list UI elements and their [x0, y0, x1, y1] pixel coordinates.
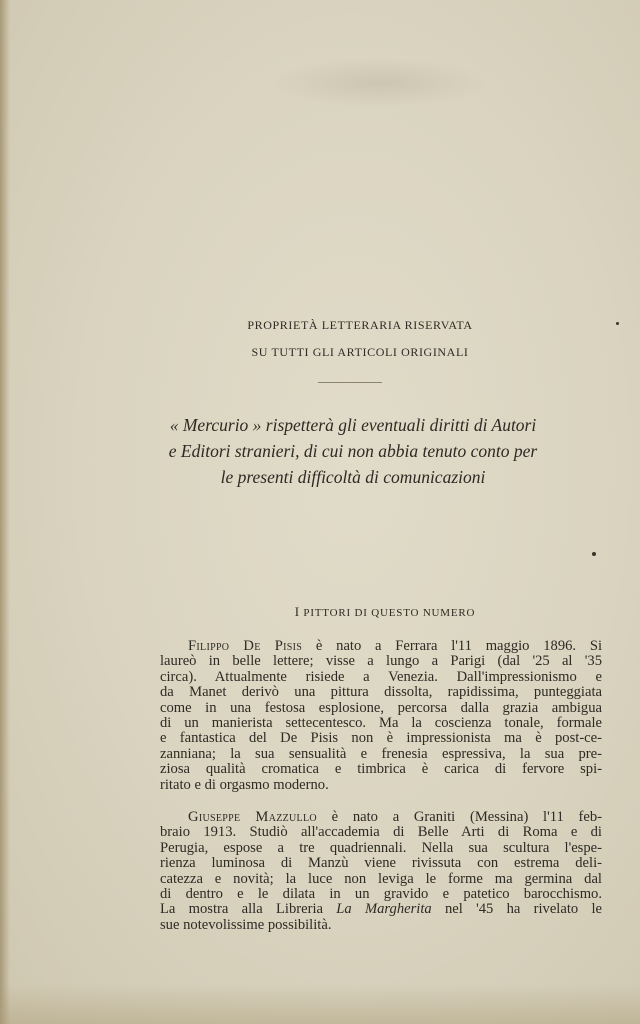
bio-line: zanniana; la sua sensualità e frenesia espressiva, la sua pre- [160, 745, 602, 762]
bio-line: rienza luminosa di Manzù viene rivissuta con estrema deli- [160, 855, 602, 872]
biography-mazzullo [160, 810, 602, 933]
notice-line-2: e Editori stranieri, di cui non abbia tenuto conto per [168, 441, 538, 461]
page-bottom-shadow [0, 984, 640, 1024]
artist-name: Filippo De Pisis [188, 638, 303, 654]
ink-speck [616, 322, 619, 325]
artist-name: Giuseppe Mazzullo [188, 809, 317, 825]
foreign-rights-notice [128, 412, 578, 490]
bio-line: e fantastica del De Pisis non è impressionista ma è post-ce- [160, 730, 602, 747]
bio-line: da Manet derivò una pittura dissolta, rapidissima, punteggiata [160, 684, 602, 701]
bio-line: braio 1913. Studiò all'accademia di Belle Arti di Roma e di [160, 824, 602, 841]
bio-line: La mostra alla Libreria La Margherita nel '45 ha rivelato le [160, 901, 602, 918]
bio-line: Filippo De Pisis è nato a Ferrara l'11 maggio 1896. Si [188, 638, 603, 654]
page-edge-shadow [0, 0, 10, 1024]
divider-rule [318, 382, 382, 383]
bio-line: Perugia, espose a tre quadriennali. Nella sua scultura l'espe- [160, 839, 602, 856]
rights-line-2: SU TUTTI GLI ARTICOLI ORIGINALI [251, 345, 469, 359]
biography-de-pisis [160, 639, 602, 793]
bio-line: Giuseppe Mazzullo è nato a Graniti (Messina) l'11 feb- [188, 809, 602, 825]
bio-line: di un manierista settecentesco. Ma la coscienza tonale, formale [160, 715, 602, 732]
bio-line: sue notevolissime possibilità. [160, 916, 332, 933]
bio-line: laureò in belle lettere; visse a lungo a Parigi (dal '25 al '35 [160, 653, 602, 670]
bio-line: circa). Attualmente risiede a Venezia. Dall'impressionismo e [160, 668, 602, 685]
ink-bleed-through [270, 58, 490, 108]
section-title-text: PITTORI DI QUESTO NUMERO [303, 607, 476, 619]
bio-line: catezza e novità; la luce non leviga le forme ma germina dal [160, 870, 602, 887]
bio-line: di dentro e le dilata in un gravido e patetico barocchismo. [160, 886, 602, 903]
ink-speck [592, 552, 596, 556]
notice-line-1: « Mercurio » rispetterà gli eventuali diritti di Autori [169, 415, 537, 435]
rights-reserved-notice [160, 312, 560, 366]
section-title [240, 604, 530, 620]
bio-line: come in una festosa esplosione, percorsa dalla grazia ambigua [160, 699, 602, 716]
section-title-initial: I [294, 604, 300, 619]
rights-line-1: PROPRIETÀ LETTERARIA RISERVATA [247, 318, 473, 332]
notice-line-3: le presenti difficoltà di comunicazioni [220, 467, 486, 487]
gallery-name: La Margherita [336, 901, 432, 918]
bio-line: ritato e di orgasmo moderno. [160, 776, 329, 793]
bio-line: ziosa qualità cromatica e timbrica è carica di fervore spi- [160, 761, 602, 778]
